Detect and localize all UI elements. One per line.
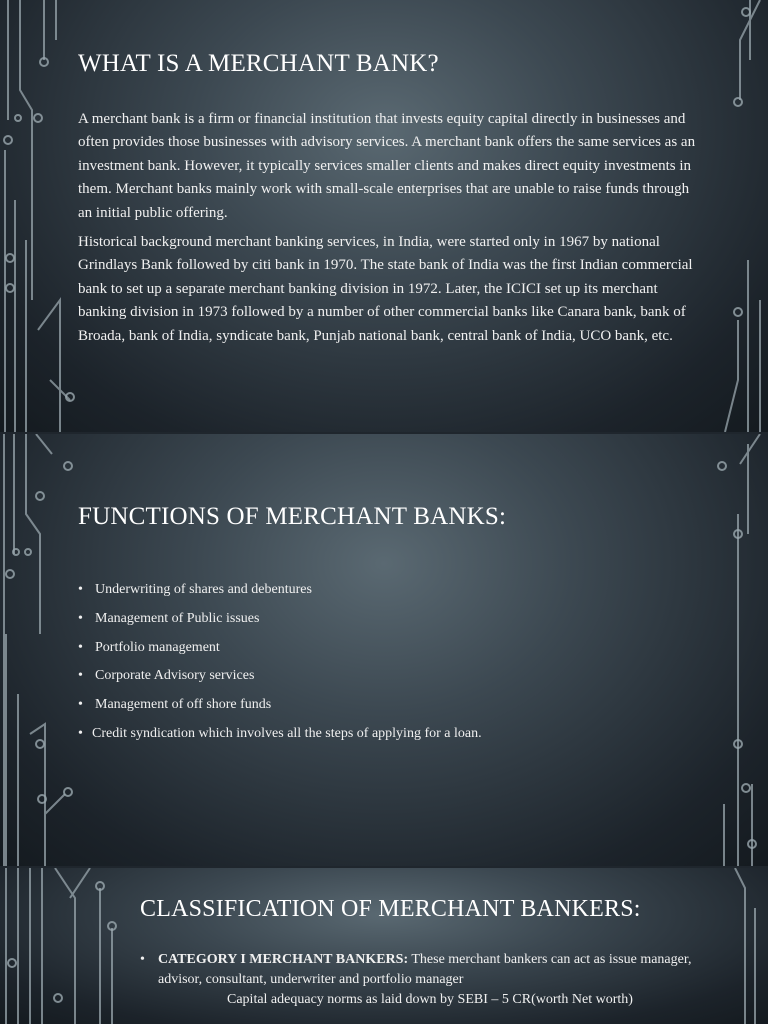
slide-title: CLASSIFICATION OF MERCHANT BANKERS:	[140, 896, 641, 922]
category-one-bullet: • CATEGORY I MERCHANT BANKERS: These merchant bankers can act as issue manager, advisor, consultant, underwriter and portfolio manager	[140, 952, 692, 987]
list-item: • Credit syndication which involves all the steps of applying for a loan.	[78, 725, 482, 741]
slide-classification-of-merchant-bankers	[0, 868, 768, 1024]
category-heading: CATEGORY I MERCHANT BANKERS:	[158, 952, 409, 967]
functions-list	[78, 578, 482, 751]
slide-what-is-merchant-bank	[0, 0, 768, 432]
list-item: • Management of off shore funds	[78, 697, 272, 713]
history-paragraph: Historical background merchant banking services, in India, were started only in 1967 by national Grindlays Bank followed by citi bank in 1970. The state bank of India was the first Indian commercial bank to set up a separate merchant banking division in 1972. Later, the ICICI set up its merchant banking division in 1973 followed by a number of other commercial banks like Canara bank, bank of Broada, bank of India, syndicate bank, Punjab national bank, central bank of India, UCO bank, etc.	[78, 234, 693, 344]
list-item: • Underwriting of shares and debentures	[78, 582, 312, 597]
slide-functions-of-merchant-banks	[0, 434, 768, 866]
slide-title: FUNCTIONS OF MERCHANT BANKS:	[78, 503, 507, 530]
definition-paragraph: A merchant bank is a firm or financial institution that invests equity capital directly in businesses and often provides those businesses with advisory services. A merchant bank offers the same services as an investment bank. However, it typically services smaller clients and makes direct equity investments in them. Merchant banks mainly work with small-scale enterprises that are unable to raise funds through an initial public offering.	[78, 111, 696, 221]
list-item: • Portfolio management	[78, 639, 220, 655]
list-item: • Corporate Advisory services	[78, 668, 255, 684]
list-item: • Management of Public issues	[78, 610, 260, 626]
category-description: These merchant bankers can act as issue manager, advisor, consultant, underwriter and portfolio manager	[158, 952, 692, 987]
capital-adequacy-note: Capital adequacy norms as laid down by SEBI – 5 CR(worth Net worth)	[227, 992, 633, 1007]
slide-title: WHAT IS A MERCHANT BANK?	[78, 50, 439, 77]
